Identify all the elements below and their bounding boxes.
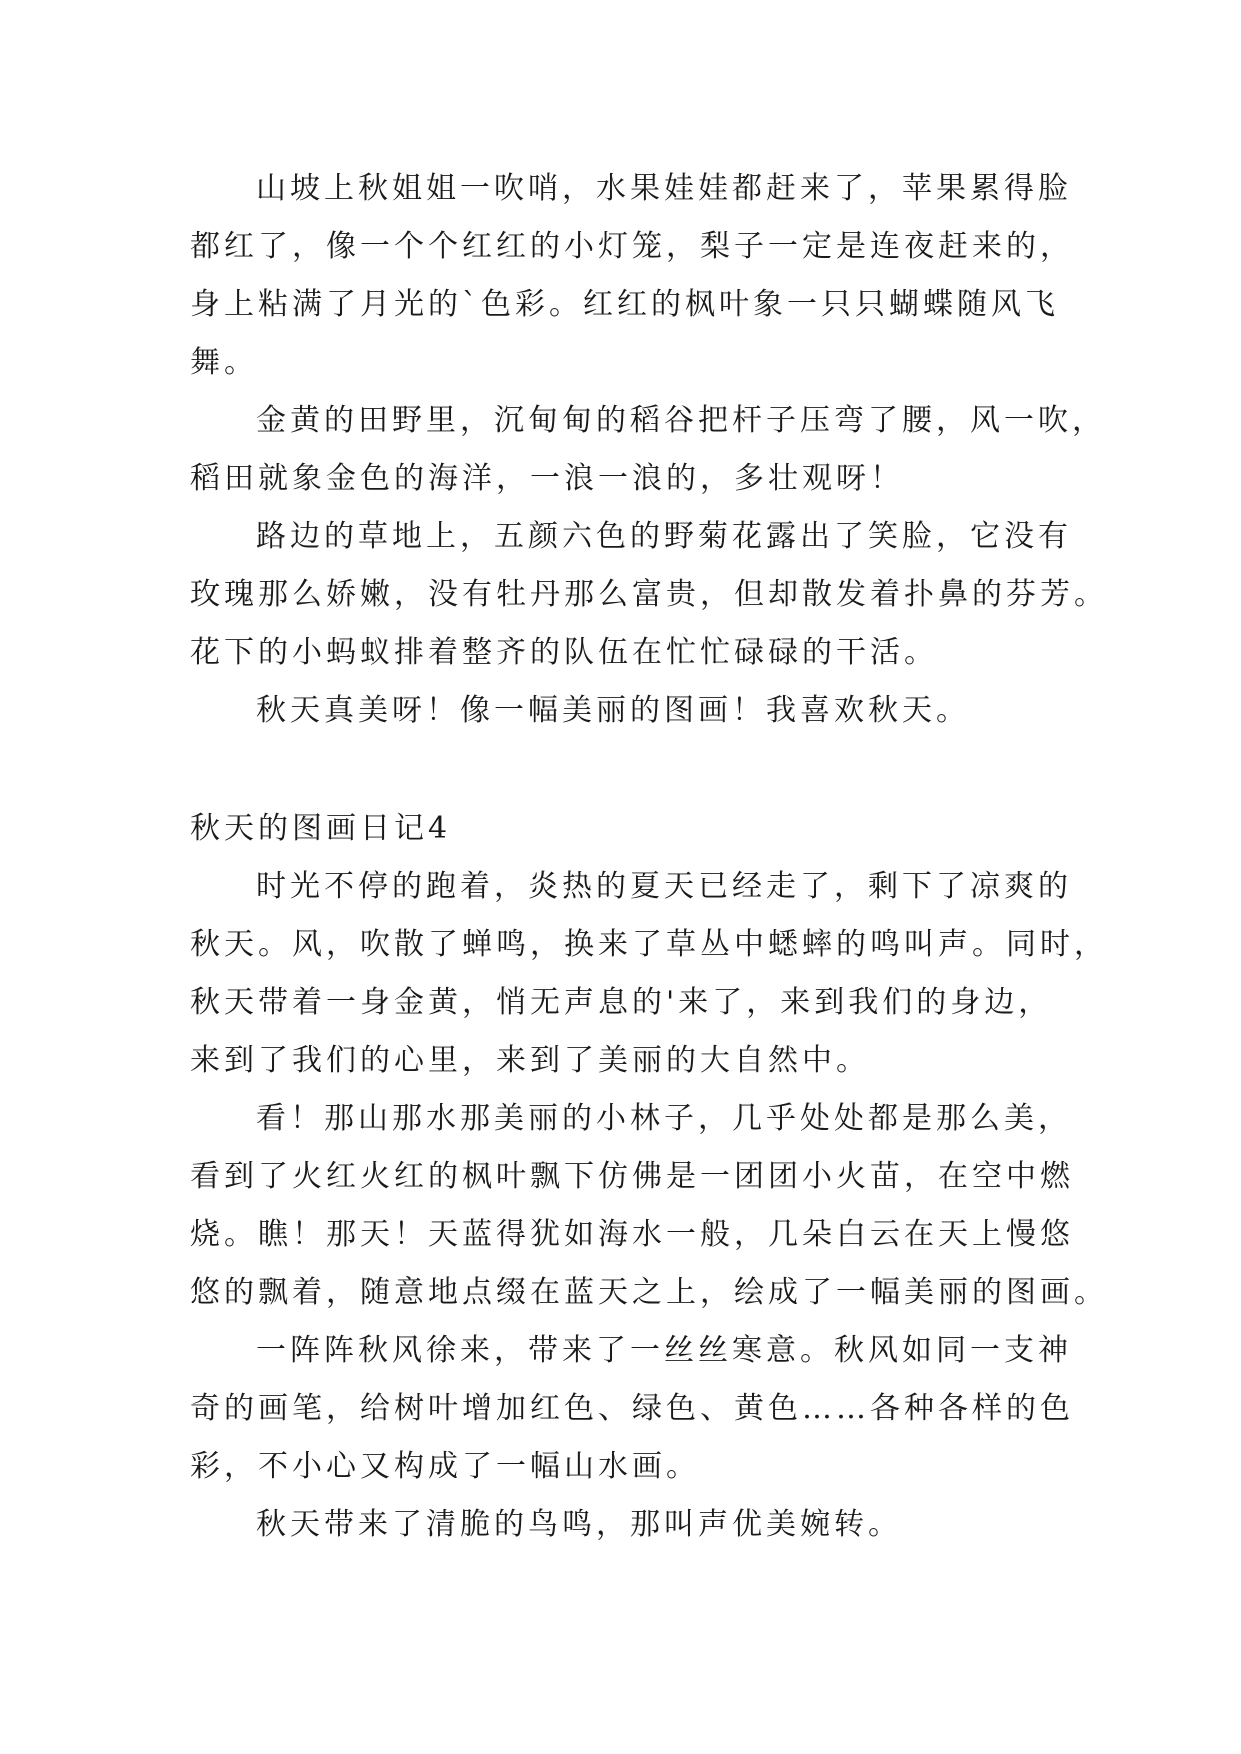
- paragraph: [190, 508, 1108, 682]
- text-line: 舞。: [190, 345, 258, 380]
- text-line: 看到了火红火红的枫叶飘下仿佛是一团团小火苗，在空中燃: [190, 1159, 1074, 1194]
- text-line: 烧。瞧！那天！天蓝得犹如海水一般，几朵白云在天上慢悠: [190, 1217, 1074, 1252]
- paragraph: [190, 1322, 1074, 1496]
- text-line: 路边的草地上，五颜六色的野菊花露出了笑脸，它没有: [256, 519, 1072, 554]
- text-line: 山坡上秋姐姐一吹哨，水果娃娃都赶来了，苹果累得脸: [256, 171, 1072, 206]
- text-line: 花下的小蚂蚁排着整齐的队伍在忙忙碌碌的干活。: [190, 635, 938, 670]
- text-line: 悠的飘着，随意地点缀在蓝天之上，绘成了一幅美丽的图画。: [190, 1275, 1108, 1310]
- section-spacer: [190, 740, 1070, 800]
- section-title: 秋天的图画日记4: [190, 811, 452, 846]
- document-body: [190, 160, 1108, 1554]
- text-line: 秋天真美呀！像一幅美丽的图画！我喜欢秋天。: [256, 693, 970, 728]
- text-line: 金黄的田野里，沉甸甸的稻谷把杆子压弯了腰，风一吹，: [256, 403, 1106, 438]
- text-line: 来到了我们的心里，来到了美丽的大自然中。: [190, 1043, 870, 1078]
- paragraph: [190, 160, 1074, 392]
- text-line: 都红了，像一个个红红的小灯笼，梨子一定是连夜赶来的，: [190, 229, 1074, 264]
- paragraph: [190, 392, 1106, 508]
- text-line: 稻田就象金色的海洋，一浪一浪的，多壮观呀！: [190, 461, 904, 496]
- text-line: 秋天。风，吹散了蝉鸣，换来了草丛中蟋蟀的鸣叫声。同时，: [190, 927, 1108, 962]
- text-line: 秋天带着一身金黄，悄无声息的'来了，来到我们的身边，: [190, 985, 1053, 1020]
- text-line: 一阵阵秋风徐来，带来了一丝丝寒意。秋风如同一支神: [256, 1333, 1072, 1368]
- text-line: 时光不停的跑着，炎热的夏天已经走了，剩下了凉爽的: [256, 869, 1072, 904]
- paragraph: [190, 682, 1070, 740]
- text-line: 看！那山那水那美丽的小林子，几乎处处都是那么美，: [256, 1101, 1072, 1136]
- text-line: 玫瑰那么娇嫩，没有牡丹那么富贵，但却散发着扑鼻的芬芳。: [190, 577, 1108, 612]
- text-line: 秋天带来了清脆的鸟鸣，那叫声优美婉转。: [256, 1507, 902, 1542]
- text-line: 身上粘满了月光的`色彩。红红的枫叶象一只只蝴蝶随风飞: [190, 287, 1059, 322]
- paragraph: [190, 1496, 1070, 1554]
- text-line: 彩，不小心又构成了一幅山水画。: [190, 1449, 700, 1484]
- paragraph: [190, 858, 1108, 1090]
- text-line: 奇的画笔，给树叶增加红色、绿色、黄色……各种各样的色: [190, 1391, 1074, 1426]
- paragraph: [190, 1090, 1108, 1322]
